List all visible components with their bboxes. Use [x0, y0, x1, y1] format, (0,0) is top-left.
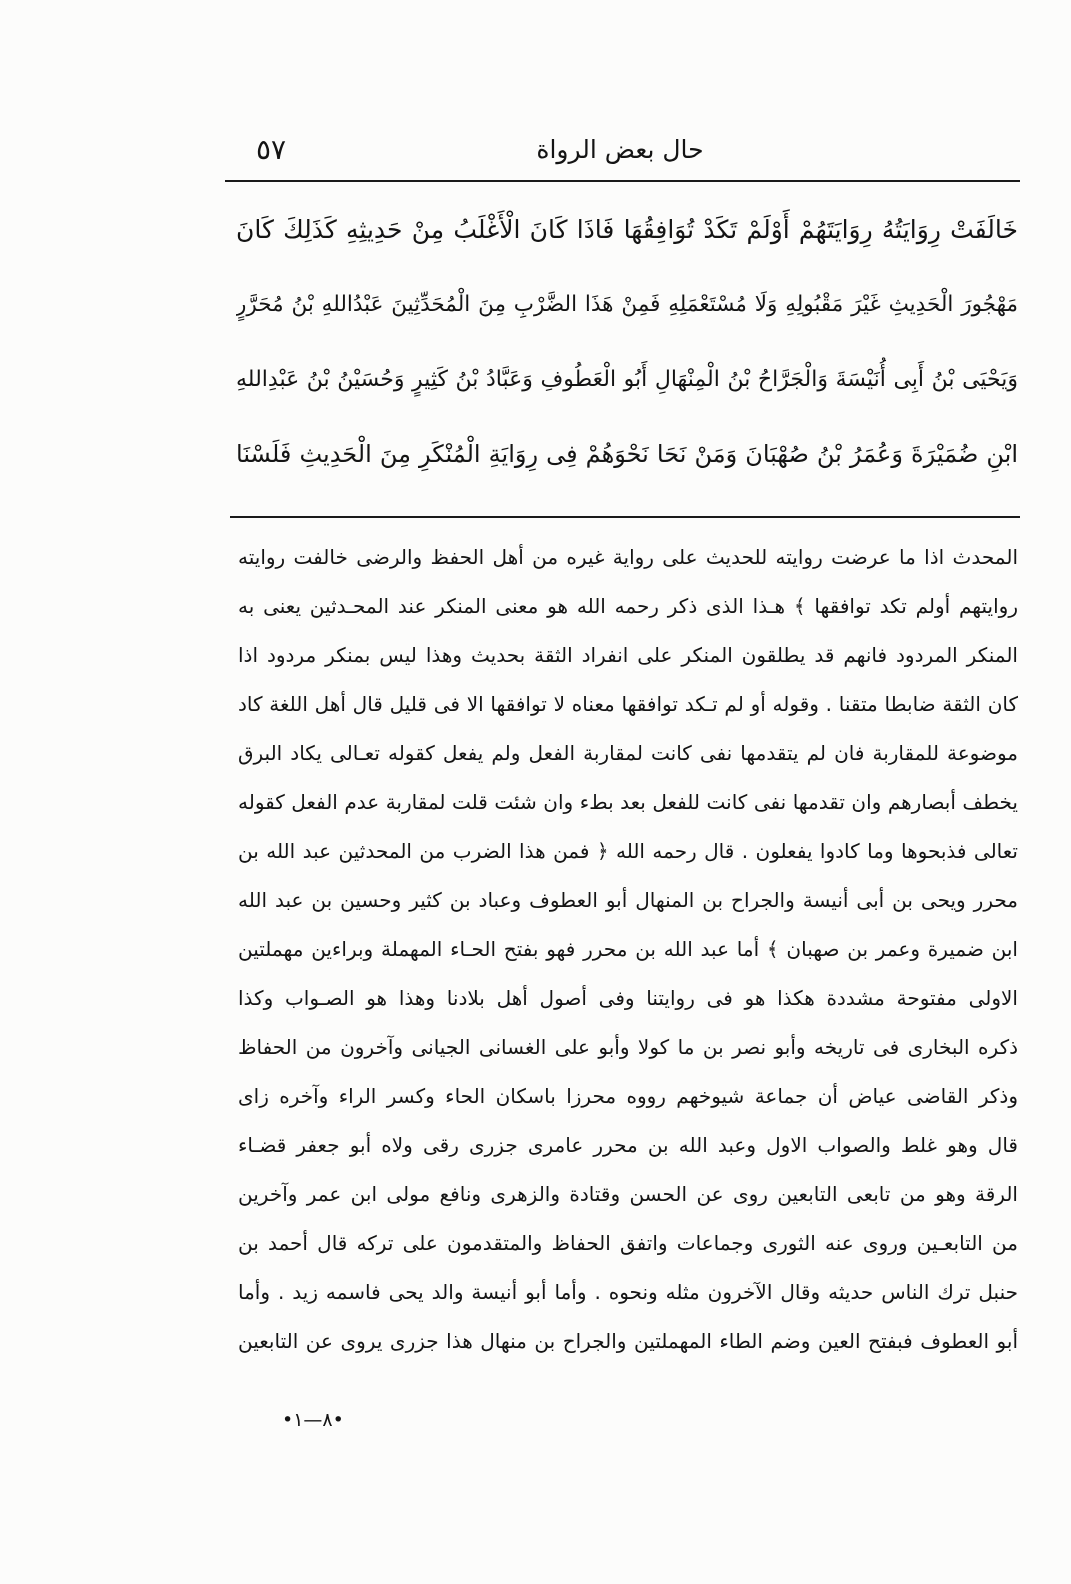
- section-divider-rule: [230, 516, 1020, 518]
- running-title: حال بعض الرواة: [536, 135, 704, 164]
- main-text-block: [236, 192, 1018, 492]
- header-rule: [225, 180, 1020, 182]
- main-text-line: وَيَحْيَى بْنُ أَبِى أُنَيْسَةَ وَالْجَرَّاحُ بْنُ الْمِنْهَالِ أَبُو الْعَطُوفِ وَعَبَّادُ بْنُ كَثِيرٍ وَحُسَيْنُ بْنُ عَبْدِاللهِ: [236, 367, 1018, 392]
- commentary-line: ابن ضميرة وعمر بن صهبان ﴾ أما عبد الله بن محرر فهو بفتح الحـاء المهملة وبراءين مهملتين: [238, 937, 1018, 961]
- commentary-line: أبو العطوف فبفتح العين وضم الطاء المهملتين والجراح بن منهال هذا جزرى يروى عن التابعين: [238, 1329, 1018, 1353]
- printer-signature-mark: •١—٨•: [282, 1409, 344, 1431]
- main-text-line: خَالَفَتْ رِوَايَتُهُ رِوَايَتَهُمْ أَوْلَمْ تَكَدْ تُوَافِقُهَا فَاذَا كَانَ الْأَغْلَبُ مِنْ حَدِيثِهِ كَذَلِكَ كَانَ: [236, 215, 1018, 244]
- commentary-line: المنكر المردود فانهم قد يطلقون المنكر على انفراد الثقة بحديث وهذا ليس بمنكر مردود اذا: [238, 643, 1018, 667]
- commentary-line: كان الثقة ضابطا متقنا . وقوله أو لم تـكد توافقها معناه لا توافقها الا فى قليل قال أهل اللغة كاد: [238, 692, 1018, 716]
- commentary-line: المحدث اذا ما عرضت روايته للحديث على رواية غيره من أهل الحفظ والرضى خالفت روايته: [238, 545, 1018, 569]
- commentary-block: [238, 533, 1018, 1366]
- commentary-line: حنبل ترك الناس حديثه وقال الآخرون مثله ونحوه . وأما أبو أنيسة والد يحى فاسمه زيد . وأما: [238, 1280, 1018, 1304]
- commentary-line: ذكره البخارى فى تاريخه وأبو نصر بن ما كولا وأبو على الغسانى الجيانى وآخرون من الحفاظ: [238, 1035, 1018, 1059]
- commentary-line: موضوعة للمقاربة فان لم يتقدمها نفى كانت لمقاربة الفعل ولم يفعل كقوله تعـالى يكاد البرق: [238, 741, 1018, 765]
- commentary-line: الرقة وهو من تابعى التابعين روى عن الحسن وقتادة والزهرى ونافع مولى ابن عمر وآخرين: [238, 1182, 1018, 1206]
- commentary-line: يخطف أبصارهم وان تقدمها نفى كانت للفعل بعد بطء وان شئت قلت لمقاربة عدم الفعل كقوله: [238, 790, 1018, 814]
- commentary-line: تعالى فذبحوها وما كادوا يفعلون . قال رحمه الله ﴿ فمن هذا الضرب من المحدثين عبد الله بن: [238, 839, 1018, 863]
- commentary-line: الاولى مفتوحة مشددة هكذا هو فى روايتنا وفى أصول أهل بلادنا وهذا هو الصـواب وكذا: [238, 986, 1018, 1010]
- commentary-line: قال وهو غلط والصواب الاول وعبد الله بن محرر عامرى جزرى رقى ولاه أبو جعفر قضـاء: [238, 1133, 1018, 1157]
- commentary-line: محرر ويحى بن أبى أنيسة والجراح بن المنهال أبو العطوف وعباد بن كثير وحسين بن عبد الله: [238, 888, 1018, 912]
- page-number: ٥٧: [256, 133, 287, 166]
- main-text-line: مَهْجُورَ الْحَدِيثِ غَيْرَ مَقْبُولِهِ وَلَا مُسْتَعْمَلِهِ فَمِنْ هَذَا الضَّرْبِ مِنَ الْمُحَدِّثِينَ عَبْدُاللهِ بْنُ مُحَرَّرٍ: [236, 292, 1018, 317]
- main-text-line: ابْنِ ضُمَيْرَةَ وَعُمَرُ بْنُ صُهْبَانَ وَمَنْ نَحَا نَحْوَهُمْ فِى رِوَايَةِ الْمُنْكَرِ مِنَ الْحَدِيثِ فَلَسْنَا: [236, 440, 1018, 468]
- commentary-line: من التابعـين وروى عنه الثورى وجماعات واتفق الحفاظ والمتقدمون على تركه قال أحمد بن: [238, 1231, 1018, 1255]
- commentary-line: روايتهم أولم تكد توافقها ﴾ هـذا الذى ذكر رحمه الله هو معنى المنكر عند المحـدثين يعنى به: [238, 594, 1018, 618]
- commentary-line: وذكر القاضى عياض أن جماعة شيوخهم رووه محرزا باسكان الحاء وكسر الراء وآخره زاى: [238, 1084, 1018, 1108]
